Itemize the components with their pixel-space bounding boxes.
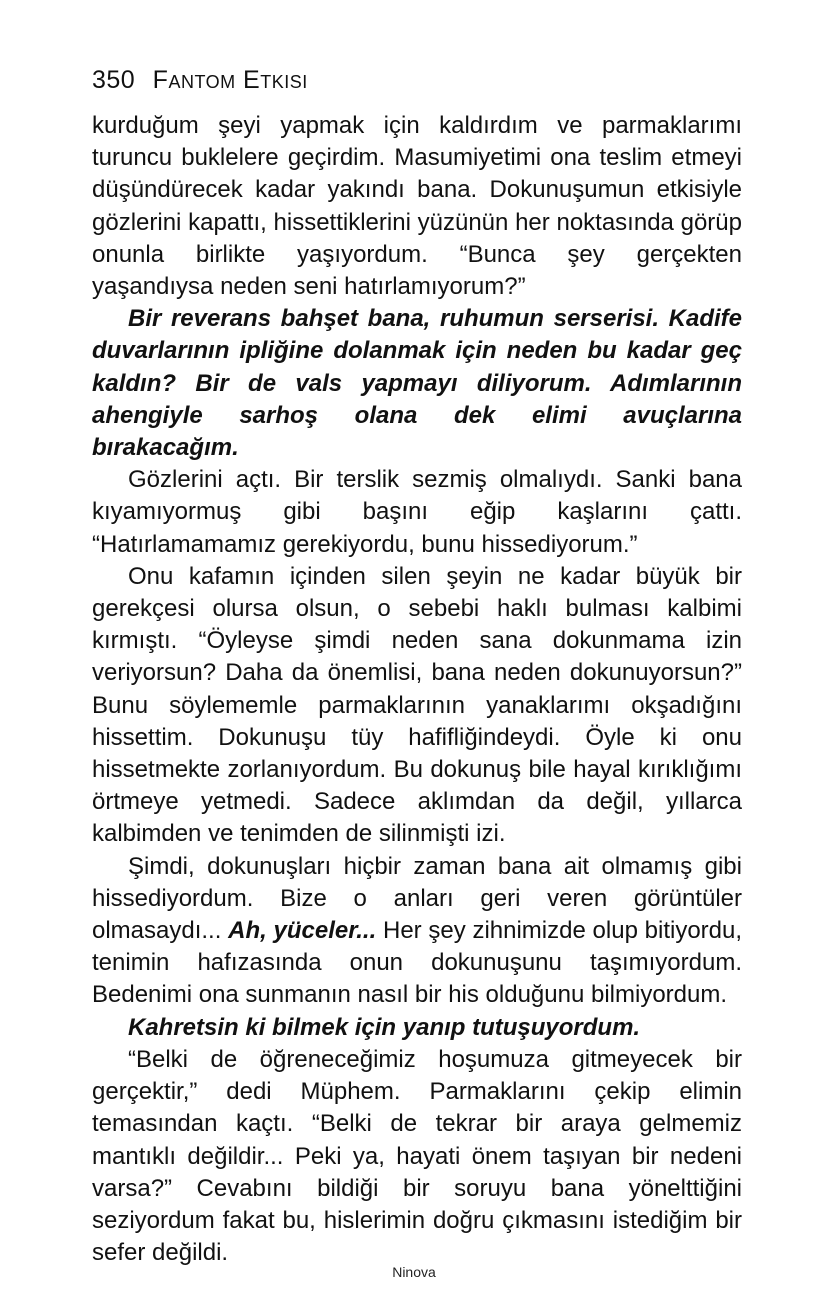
italic-paragraph: Bir reverans bahşet bana, ruhumun serserisi. Kadife duvarlarının ipliğine dolanmak için neden bu kadar geç kaldın? Bir de vals yapmayı diliyorum. Adımlarının ahengiyle sarhoş olana dek elimi avuçlarına bırakacağım. <box>92 305 742 462</box>
paragraph-text: Her şey zihnimizde olup bitiyordu, tenimin hafızasında onun dokunuşunu taşımıyordum. Bedenimi ona sunmanın nasıl bir his olduğunu bilmiyordum. <box>92 917 743 1009</box>
paragraph: kurduğum şeyi yapmak için kaldırdım ve parmaklarımı turuncu buklelere geçirdim. Masumiyetimi ona teslim etmeyi düşündürecek kadar yakındı bana. Dokunuşumun etkisiyle gözlerini kapattı, hissettiklerini yüzünün her noktasında görüp onunla birlikte yaşıyordum. “Bunca şey gerçekten yaşandıysa neden seni hatırlamıyorum?” <box>92 112 742 301</box>
paragraph <box>92 851 742 1012</box>
italic-phrase: Ah, yüceler... <box>228 917 377 945</box>
body-text <box>92 110 742 1269</box>
paragraph-text: Şimdi, dokunuşları hiçbir zaman bana ait olmamış gibi hissediyordum. Bize o anları geri veren görüntüler olmasaydı... <box>92 852 742 945</box>
publisher-footer: Ninova <box>392 1264 436 1280</box>
paragraph: “Belki de öğreneceğimiz hoşumuza gitmeyecek bir gerçektir,” dedi Müphem. Parmaklarını çekip elimin temasından kaçtı. “Belki de tekrar bir araya gelmemiz mantıklı değildir... Peki ya, hayati önem taşıyan bir nedeni varsa?” Cevabını bildiği bir soruyu bana yönelttiğini seziyordum fakat bu, hislerimin doğru çıkmasını istediğim bir sefer değildi. <box>92 1045 742 1267</box>
paragraph: Gözlerini açtı. Bir terslik sezmiş olmalıydı. Sanki bana kıyamıyormuş gibi başını eğip kaşlarını çattı. “Hatırlamamamız gerekiyordu, bunu hissediyorum.” <box>92 466 742 558</box>
page-number: 350 <box>92 66 136 94</box>
paragraph: Onu kafamın içinden silen şeyin ne kadar büyük bir gerekçesi olursa olsun, o sebebi haklı bulması kalbimi kırmıştı. “Öyleyse şimdi neden sana dokunmama izin veriyorsun? Daha da önemlisi, bana neden dokunuyorsun?” Bunu söylememle parmaklarının yanaklarımı okşadığını hissettim. Dokunuşu tüy hafifliğindeydi. Öyle ki onu hissetmekte zorlanıyordum. Bu dokunuş bile hayal kırıklığımı örtmeye yetmedi. Sadece aklımdan da değil, yıllarca kalbimden ve tenimden de silinmişti izi. <box>92 562 742 848</box>
running-head <box>92 66 308 95</box>
book-title: Fantom Etkisi <box>152 66 308 94</box>
italic-paragraph: Kahretsin ki bilmek için yanıp tutuşuyordum. <box>128 1013 641 1041</box>
